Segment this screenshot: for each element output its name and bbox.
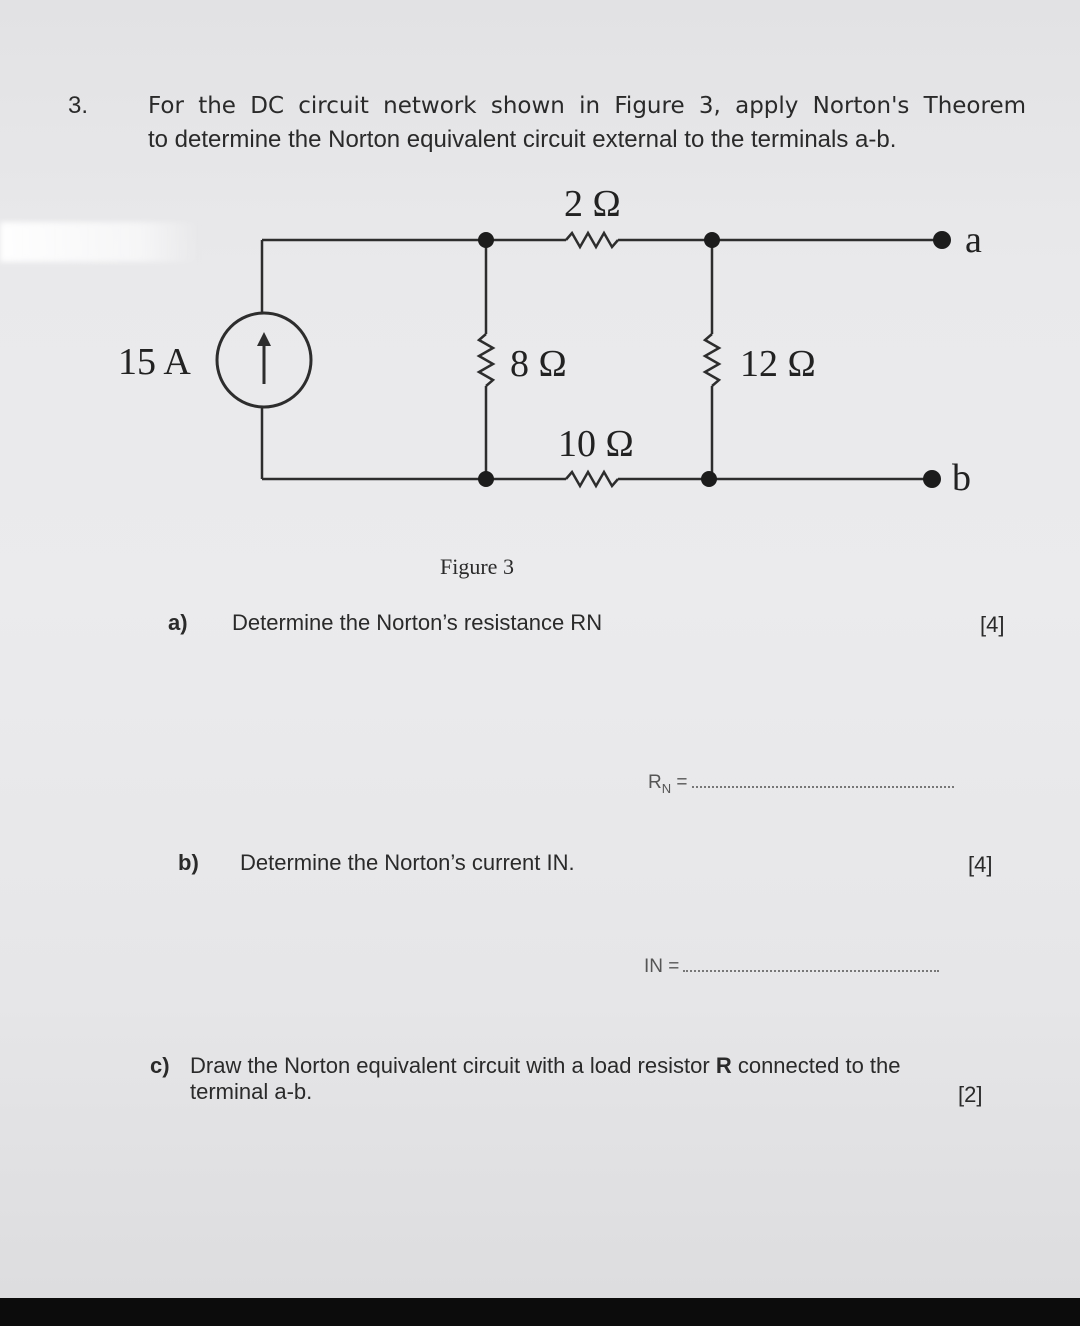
question-number: 3. xyxy=(68,92,89,119)
part-c-text xyxy=(190,1053,930,1105)
resistor-10ohm xyxy=(566,472,618,486)
figure-caption: Figure 3 xyxy=(440,554,514,579)
part-c-text-start: Draw the Norton equivalent circuit with a load resistor xyxy=(190,1053,710,1078)
part-a-text: Determine the Norton’s resistance RN xyxy=(232,610,603,635)
label-2ohm: 2 Ω xyxy=(564,183,621,225)
node-top-right xyxy=(704,232,720,248)
label-8ohm: 8 Ω xyxy=(510,343,567,385)
question-text xyxy=(148,90,1028,156)
label-terminal-b: b xyxy=(952,457,971,499)
question-line-1: For the DC circuit network shown in Figure 3, apply Norton's Theorem xyxy=(148,93,1026,119)
terminal-a-dot xyxy=(933,231,951,249)
in-label: IN = xyxy=(644,956,680,977)
part-c-bold-r: R xyxy=(715,1053,732,1078)
part-b-text: Determine the Norton’s current IN. xyxy=(240,850,575,875)
node-bottom-right xyxy=(701,471,717,487)
label-10ohm: 10 Ω xyxy=(558,423,634,465)
question-line-2: to determine the Norton equivalent circuit external to the terminals a-b. xyxy=(148,126,897,153)
part-a-marks: [4] xyxy=(980,612,1005,637)
node-bottom-left xyxy=(478,471,494,487)
resistor-12ohm xyxy=(705,334,719,386)
source-arrow-head xyxy=(257,332,271,346)
part-b-marks: [4] xyxy=(968,852,993,877)
in-answer-line[interactable] xyxy=(644,956,939,978)
part-b-label: b) xyxy=(178,850,199,875)
part-c-text-end: connected to the xyxy=(737,1053,901,1078)
part-a-label: a) xyxy=(168,610,188,635)
resistor-8ohm xyxy=(479,334,493,386)
screen-bottom-bezel xyxy=(0,1298,1080,1326)
in-dotted-line xyxy=(683,969,939,972)
label-12ohm: 12 Ω xyxy=(740,343,816,385)
label-15a: 15 A xyxy=(118,341,191,383)
part-c-label: c) xyxy=(150,1053,170,1078)
label-terminal-a: a xyxy=(965,219,982,261)
part-c-text-line2: terminal a-b. xyxy=(190,1079,313,1104)
node-top-left xyxy=(478,232,494,248)
terminal-b-dot xyxy=(923,470,941,488)
rn-answer-line[interactable] xyxy=(648,772,954,796)
resistor-2ohm xyxy=(566,233,618,247)
rn-dotted-line xyxy=(692,785,954,788)
rn-label: $R_N$ = xyxy=(648,772,688,796)
circuit-diagram xyxy=(0,160,1080,540)
part-c-marks: [2] xyxy=(958,1082,983,1107)
